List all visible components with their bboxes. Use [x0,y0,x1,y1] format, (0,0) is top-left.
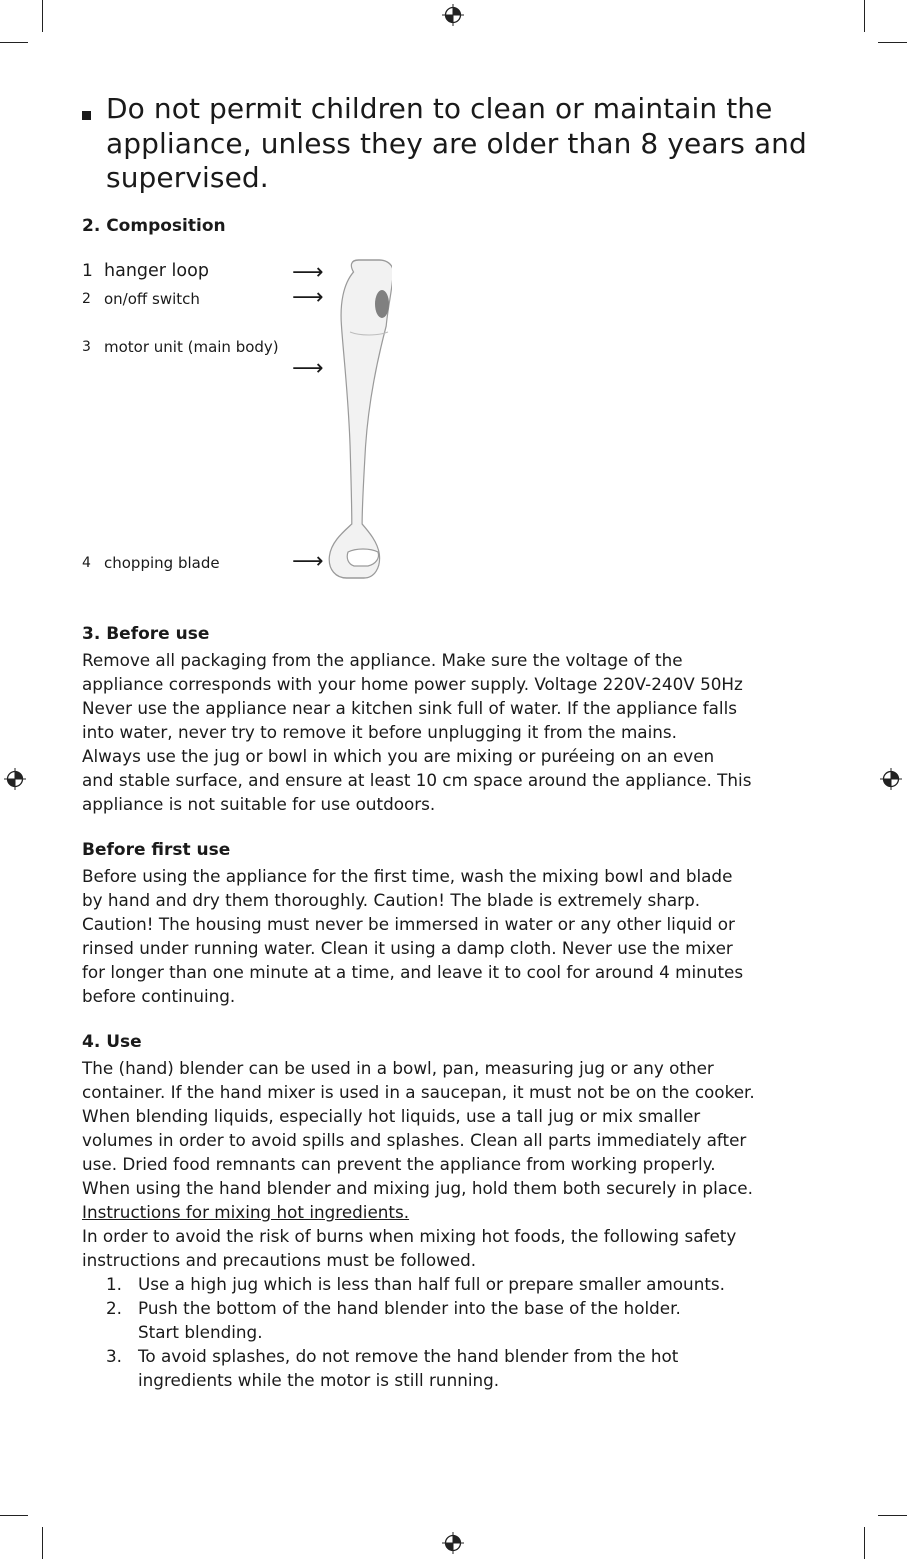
text-line: appliance corresponds with your home power supply. Voltage 220V-240V 50Hz [82,674,743,694]
text-line: When using the hand blender and mixing jug, hold them both securely in place. [82,1178,753,1198]
part-label-motor-unit: motor unit (main body) [104,338,279,356]
crop-mark-bottom-left-v [42,1527,43,1559]
text-line: use. Dried food remnants can prevent the appliance from working properly. [82,1154,716,1174]
list-item [82,1272,842,1296]
step-line: Push the bottom of the hand blender into the base of the holder. [138,1298,681,1318]
text-line: When blending liquids, especially hot liquids, use a tall jug or mix smaller [82,1106,701,1126]
registration-mark-icon [442,1532,464,1554]
list-item [82,1344,842,1392]
before-use-heading: 3. Before use [82,624,210,644]
use-heading: 4. Use [82,1032,142,1052]
hot-ingredients-subheading: Instructions for mixing hot ingredients. [82,1202,410,1222]
text-line: appliance is not suitable for use outdoors. [82,794,436,814]
text-line: The (hand) blender can be used in a bowl, pan, measuring jug or any other [82,1058,714,1078]
crop-mark-top-right-v [864,0,865,32]
part-number: 2 [82,291,91,307]
part-label-on-off-switch: on/off switch [104,290,200,308]
text-line: In order to avoid the risk of burns when mixing hot foods, the following safety [82,1226,737,1246]
step-number: 3. [106,1346,123,1366]
step-line: Use a high jug which is less than half full or prepare smaller amounts. [138,1274,725,1294]
text-line: by hand and dry them thoroughly. Caution! The blade is extremely sharp. [82,890,701,910]
safety-steps-list [82,1272,842,1392]
crop-mark-bottom-right-v [864,1527,865,1559]
text-line: Caution! The housing must never be immersed in water or any other liquid or [82,914,735,934]
crop-mark-top-left-v [42,0,43,32]
text-line: before continuing. [82,986,236,1006]
text-line: and stable surface, and ensure at least 10 cm space around the appliance. This [82,770,752,790]
crop-mark-top-right-h [878,42,907,43]
crop-mark-bottom-right-h [878,1515,907,1516]
crop-mark-top-left-h [0,42,28,43]
before-use-text [82,648,842,816]
step-line: Start blending. [138,1322,263,1342]
registration-mark-icon [442,4,464,26]
use-text [82,1056,842,1392]
step-line: To avoid splashes, do not remove the hand blender from the hot [138,1346,679,1366]
text-line: volumes in order to avoid spills and splashes. Clean all parts immediately after [82,1130,747,1150]
composition-heading: 2. Composition [82,216,226,236]
step-line: ingredients while the motor is still running. [138,1370,500,1390]
crop-mark-bottom-left-h [0,1515,28,1516]
part-label-hanger-loop: hanger loop [104,261,209,281]
text-line: instructions and precautions must be followed. [82,1250,477,1270]
arrow-right-icon: ⟶ [292,260,324,285]
text-line: Always use the jug or bowl in which you are mixing or puréeing on an even [82,746,715,766]
part-number: 4 [82,555,91,571]
arrow-right-icon: ⟶ [292,285,324,310]
arrow-right-icon: ⟶ [292,549,324,574]
hand-blender-illustration [326,256,392,582]
before-first-use-heading: Before first use [82,840,231,860]
text-line: rinsed under running water. Clean it using a damp cloth. Never use the mixer [82,938,733,958]
text-line: Never use the appliance near a kitchen sink full of water. If the appliance falls [82,698,737,718]
arrow-right-icon: ⟶ [292,356,324,381]
part-number: 1 [82,261,93,281]
step-number: 1. [106,1274,123,1294]
list-item [82,1296,842,1344]
text-line: container. If the hand mixer is used in a saucepan, it must not be on the cooker. [82,1082,755,1102]
before-first-use-text [82,864,842,1008]
safety-bullet [82,92,842,196]
step-number: 2. [106,1298,123,1318]
text-line: Remove all packaging from the appliance. Make sure the voltage of the [82,650,683,670]
part-number: 3 [82,339,91,355]
part-label-chopping-blade: chopping blade [104,554,220,572]
registration-mark-icon [4,768,26,790]
bullet-square-icon [82,111,91,120]
text-line: for longer than one minute at a time, and leave it to cool for around 4 minutes [82,962,744,982]
registration-mark-icon [880,768,902,790]
text-line: into water, never try to remove it before unplugging it from the mains. [82,722,677,742]
safety-bullet-text: Do not permit children to clean or maintain the appliance, unless they are older than 8 years and supervised. [106,92,807,194]
text-line: Before using the appliance for the first time, wash the mixing bowl and blade [82,866,733,886]
